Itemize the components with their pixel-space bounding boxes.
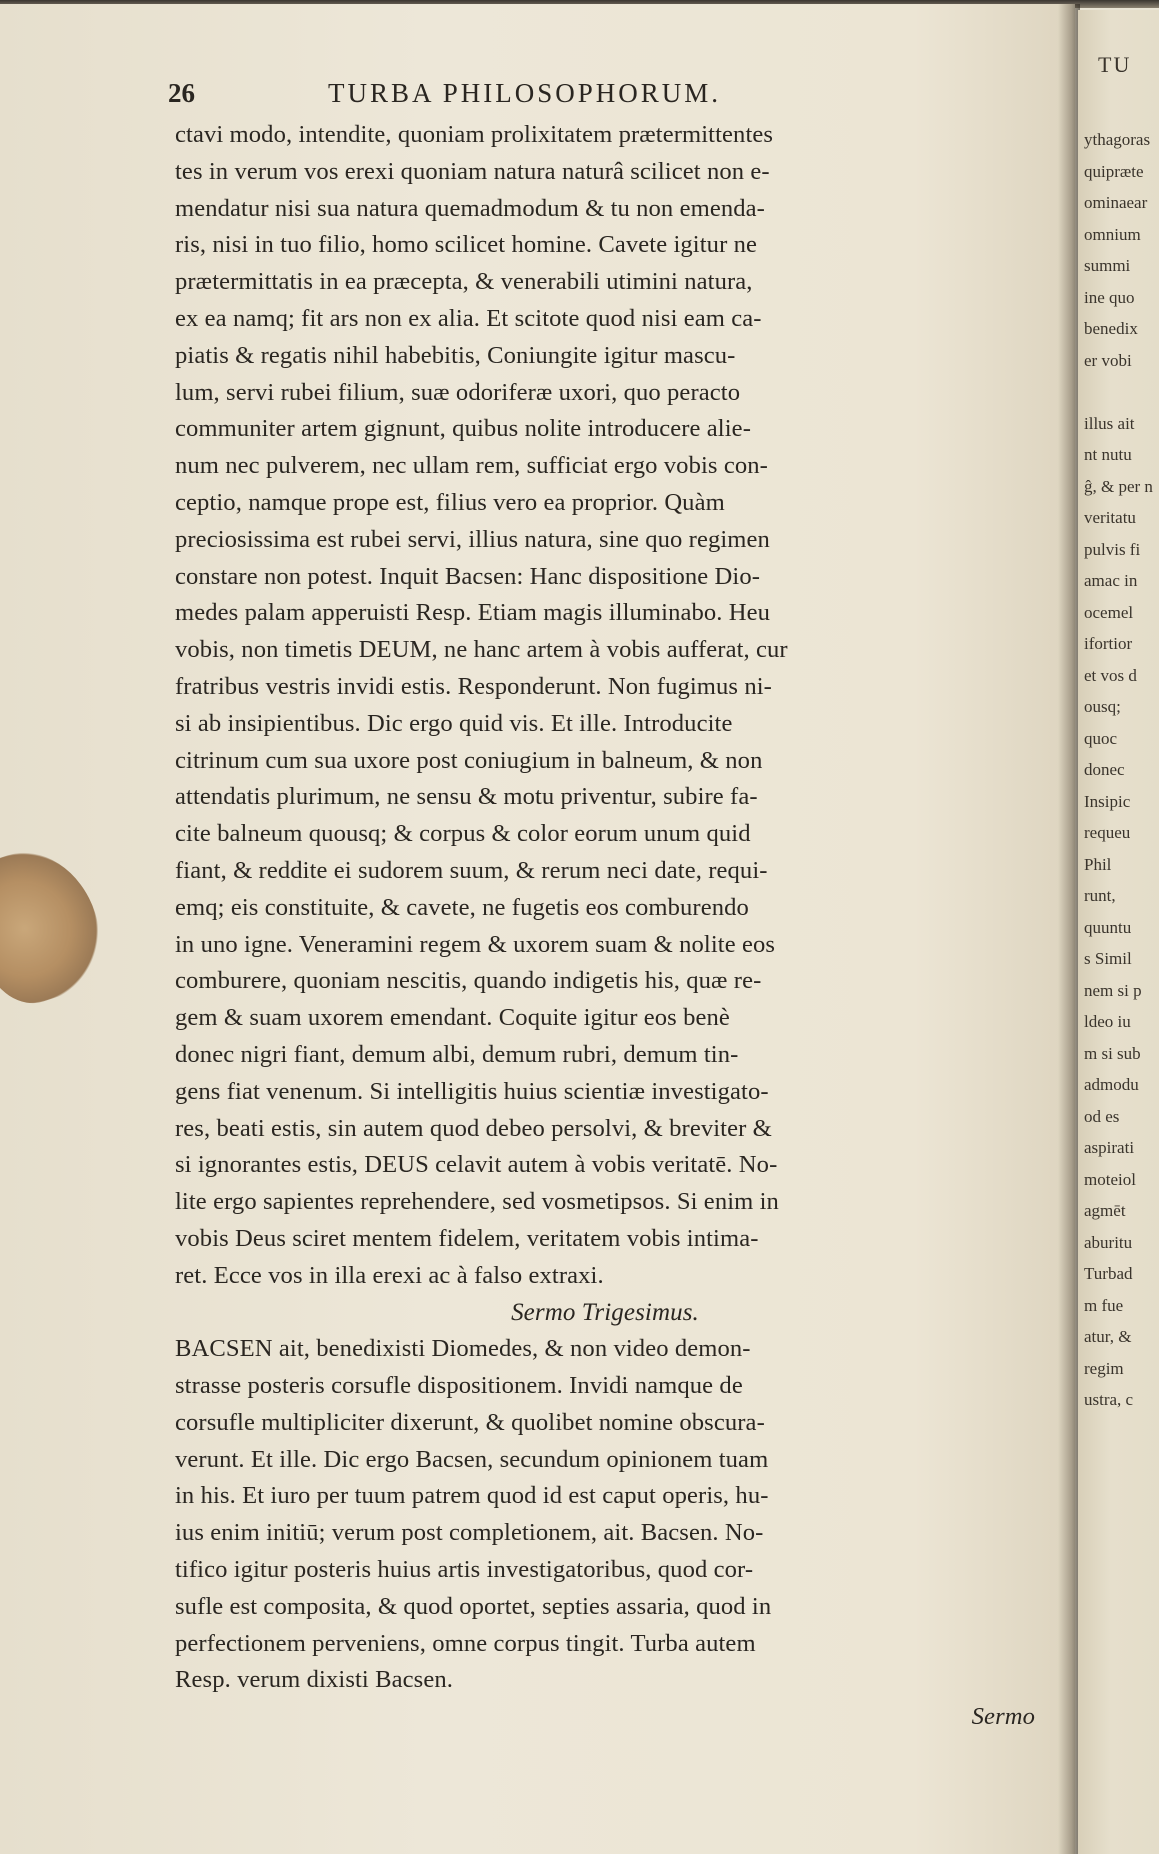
text-line: lite ergo sapientes reprehendere, sed vosmetipsos. Si enim in bbox=[175, 1188, 779, 1216]
text-line: cite balneum quousq; & corpus & color eorum unum quid bbox=[175, 820, 751, 848]
text-line: lum, servi rubei filium, suæ odoriferæ uxori, quo peracto bbox=[175, 378, 741, 406]
facing-page-fragment: atur, & bbox=[1084, 1327, 1132, 1346]
facing-page-fragment: ominaear bbox=[1084, 193, 1148, 212]
facing-page-fragment: s Simil bbox=[1084, 949, 1132, 968]
text-line: citrinum cum sua uxore post coniugium in balneum, & non bbox=[175, 746, 763, 774]
text-line: ret. Ecce vos in illa erexi ac à falso extraxi. bbox=[175, 1261, 604, 1289]
facing-page-fragment: requeu bbox=[1084, 823, 1131, 842]
facing-page-fragment: et vos d bbox=[1084, 665, 1137, 685]
page-header bbox=[168, 78, 868, 118]
facing-page-fragment: runt, bbox=[1084, 886, 1116, 905]
facing-page-running-title: TU bbox=[1098, 52, 1132, 77]
text-line: prætermittatis in ea præcepta, & venerabili utimini natura, bbox=[175, 268, 753, 296]
text-line: attendatis plurimum, ne sensu & motu priventur, subire fa- bbox=[175, 783, 758, 811]
facing-page-fragment: m fue bbox=[1084, 1295, 1124, 1315]
text-line: fiant, & reddite ei sudorem suum, & rerum neci date, requi- bbox=[175, 856, 768, 884]
text-line: constare non potest. Inquit Bacsen: Hanc dispositione Dio- bbox=[175, 562, 761, 590]
text-line: tes in verum vos erexi quoniam natura naturâ scilicet non e- bbox=[175, 157, 770, 185]
facing-page-fragment: m si sub bbox=[1084, 1043, 1141, 1063]
catchword: Sermo bbox=[971, 1703, 1035, 1731]
facing-page-fragment: amac in bbox=[1084, 571, 1138, 590]
facing-page-fragment: aburitu bbox=[1084, 1232, 1133, 1252]
facing-page-fragment: veritatu bbox=[1084, 508, 1136, 527]
section-heading: Sermo Trigesimus. bbox=[511, 1298, 699, 1326]
facing-page-fragment: omnium bbox=[1084, 224, 1141, 244]
facing-page-fragment: quipræte bbox=[1084, 161, 1144, 181]
running-title: TURBA PHILOSOPHORUM. bbox=[328, 78, 722, 108]
section-text-line: BACSEN ait, benedixisti Diomedes, & non video demon- bbox=[175, 1335, 751, 1363]
facing-page-fragment: admodu bbox=[1084, 1075, 1139, 1094]
section-text-line: strasse posteris corsufle dispositionem. Invidi namque de bbox=[175, 1372, 743, 1400]
text-line: mendatur nisi sua natura quemadmodum & tu non emenda- bbox=[175, 194, 765, 222]
main-text-block bbox=[175, 117, 1035, 1736]
section-text-line: verunt. Et ille. Dic ergo Bacsen, secundum opinionem tuam bbox=[175, 1445, 769, 1473]
facing-page-fragment: ifortior bbox=[1084, 634, 1133, 653]
facing-page-fragment: summi bbox=[1084, 256, 1131, 275]
facing-page-fragment: er vobi bbox=[1084, 350, 1132, 370]
facing-page-fragment: regim bbox=[1084, 1358, 1124, 1378]
text-line: si ab insipientibus. Dic ergo quid vis. Et ille. Introducite bbox=[175, 709, 733, 737]
facing-page-fragment: Turbad bbox=[1084, 1264, 1133, 1283]
facing-page-fragment: aspirati bbox=[1084, 1138, 1135, 1157]
facing-page-fragment: ustra, c bbox=[1084, 1390, 1134, 1409]
text-line: ctavi modo, intendite, quoniam prolixitatem prætermittentes bbox=[175, 121, 774, 148]
text-line: comburere, quoniam nescitis, quando indigetis his, quæ re- bbox=[175, 967, 762, 995]
page-number: 26 bbox=[168, 78, 195, 108]
section-text-line: sufle est composita, & quod oportet, septies assaria, quod in bbox=[175, 1592, 772, 1620]
facing-page-fragment: Phil bbox=[1084, 854, 1112, 874]
section-text-line: Resp. verum dixisti Bacsen. bbox=[175, 1666, 453, 1694]
text-line: in uno igne. Veneramini regem & uxorem suam & nolite eos bbox=[175, 930, 776, 958]
facing-page-fragment: od es bbox=[1084, 1106, 1120, 1126]
section-text-line: perfectionem perveniens, omne corpus tingit. Turba autem bbox=[175, 1629, 756, 1657]
facing-page-fragment: ine quo bbox=[1084, 287, 1135, 307]
text-line: donec nigri fiant, demum albi, demum rubri, demum tin- bbox=[175, 1040, 739, 1068]
facing-page-fragment: nem si p bbox=[1084, 980, 1142, 1000]
text-line: vobis Deus sciret mentem fidelem, veritatem vobis intima- bbox=[175, 1224, 759, 1252]
section-text-line: in his. Et iuro per tuum patrem quod id est caput operis, hu- bbox=[175, 1482, 769, 1510]
text-line: preciosissima est rubei servi, illius natura, sine quo regimen bbox=[175, 525, 770, 553]
text-line: piatis & regatis nihil habebitis, Coniungite igitur mascu- bbox=[175, 341, 736, 369]
text-line: si ignorantes estis, DEUS celavit autem à vobis veritatē. No- bbox=[175, 1151, 778, 1179]
facing-page-fragment: ythagoras bbox=[1084, 130, 1151, 149]
text-line: emq; eis constituite, & cavete, ne fugetis eos comburendo bbox=[175, 893, 749, 921]
text-line: ris, nisi in tuo filio, homo scilicet homine. Cavete igitur ne bbox=[175, 231, 758, 259]
text-line: res, beati estis, sin autem quod debeo persolvi, & breviter & bbox=[175, 1114, 772, 1142]
facing-page-fragment: agmēt bbox=[1084, 1201, 1126, 1220]
section-text-line: ius enim initiū; verum post completionem, ait. Bacsen. No- bbox=[175, 1519, 764, 1547]
facing-page-edge bbox=[1078, 10, 1159, 1854]
facing-page-fragment: illus ait bbox=[1084, 413, 1135, 433]
text-line: gens fiat venenum. Si intelligitis huius scientiæ investigato- bbox=[175, 1077, 769, 1105]
facing-page-fragment: ldeo iu bbox=[1084, 1012, 1131, 1031]
facing-page-fragment: donec bbox=[1084, 760, 1125, 779]
facing-page-fragment: ousq; bbox=[1084, 697, 1121, 716]
facing-page-fragment: benedix bbox=[1084, 319, 1138, 338]
text-line: vobis, non timetis DEUM, ne hanc artem à vobis aufferat, cur bbox=[175, 636, 788, 664]
facing-page-fragment: quuntu bbox=[1084, 917, 1132, 937]
text-line: ex ea namq; fit ars non ex alia. Et scitote quod nisi eam ca- bbox=[175, 304, 762, 332]
facing-page-fragment: Insipic bbox=[1084, 791, 1131, 811]
facing-page-fragment: ĝ, & per n bbox=[1084, 476, 1153, 496]
text-line: communiter artem gignunt, quibus nolite introducere alie- bbox=[175, 415, 751, 443]
section-text-line: tifico igitur posteris huius artis investigatoribus, quod cor- bbox=[175, 1556, 754, 1584]
text-line: ceptio, namque prope est, filius vero ea proprior. Quàm bbox=[175, 488, 725, 516]
facing-page-fragment: quoc bbox=[1084, 728, 1118, 748]
page-gutter-shadow bbox=[1058, 4, 1080, 1854]
facing-page-fragment: ocemel bbox=[1084, 602, 1134, 622]
text-line: medes palam apperuisti Resp. Etiam magis illuminabo. Heu bbox=[175, 599, 771, 627]
facing-page-fragment: moteiol bbox=[1084, 1169, 1136, 1189]
text-line: gem & suam uxorem emendant. Coquite igitur eos benè bbox=[175, 1004, 730, 1032]
facing-page-fragment: pulvis fi bbox=[1084, 539, 1141, 559]
facing-page-fragment: nt nutu bbox=[1084, 445, 1132, 464]
section-text-line: corsufle multipliciter dixerunt, & quolibet nomine obscura- bbox=[175, 1408, 765, 1436]
text-line: num nec pulverem, nec ullam rem, sufficiat ergo vobis con- bbox=[175, 452, 768, 480]
text-line: fratribus vestris invidi estis. Responderunt. Non fugimus ni- bbox=[175, 672, 772, 700]
